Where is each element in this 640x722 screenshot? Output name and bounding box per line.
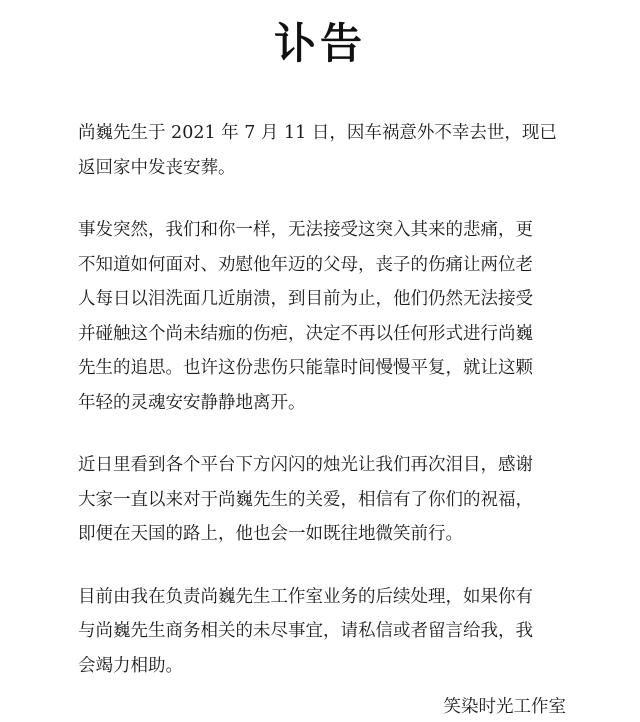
paragraph-announcement — [78, 116, 594, 185]
text-line: 会竭力相助。 — [78, 655, 183, 676]
text-line: 年轻的灵魂安安静静地离开。 — [78, 392, 306, 413]
paragraph-thanks — [78, 448, 594, 552]
text-line: 返回家中发丧安葬。 — [78, 157, 236, 178]
text-line: 人每日以泪洗面几近崩溃，到目前为止，他们仍然无法接受 — [78, 289, 533, 309]
text-line: 目前由我在负责尚巍先生工作室业务的后续处理，如果你有 — [78, 586, 533, 607]
text-line: 近日里看到各个平台下方闪闪的烛光让我们再次泪目，感谢 — [78, 455, 533, 475]
text-line: 即便在天国的路上，他也会一如既往地微笑前行。 — [78, 524, 463, 544]
text-line: 先生的追思。也许这份悲伤只能靠时间慢慢平复，就让这颗 — [78, 358, 533, 378]
page-title: 讣告 — [273, 19, 366, 68]
text-line: 大家一直以来对于尚巍先生的关爱，相信有了你们的祝福， — [78, 489, 533, 510]
obituary-body — [78, 116, 594, 711]
text-line: 事发突然，我们和你一样，无法接受这突入其来的悲痛，更 — [78, 220, 533, 240]
paragraph-business — [78, 580, 594, 684]
text-line: 与尚巍先生商务相关的未尽事宜，请私信或者留言给我，我 — [78, 621, 533, 641]
text-line: 并碰触这个尚未结痂的伤疤，决定不再以任何形式进行尚巍 — [78, 323, 533, 344]
text-line: 尚巍先生于 2021 年 7 月 11 日，因车祸意外不幸去世，现已 — [78, 123, 557, 143]
text-line: 不知道如何面对、劝慰他年迈的父母，丧子的伤痛让两位老 — [78, 254, 533, 275]
signature: 笑染时光工作室 — [443, 697, 566, 717]
paragraph-family — [78, 213, 594, 420]
